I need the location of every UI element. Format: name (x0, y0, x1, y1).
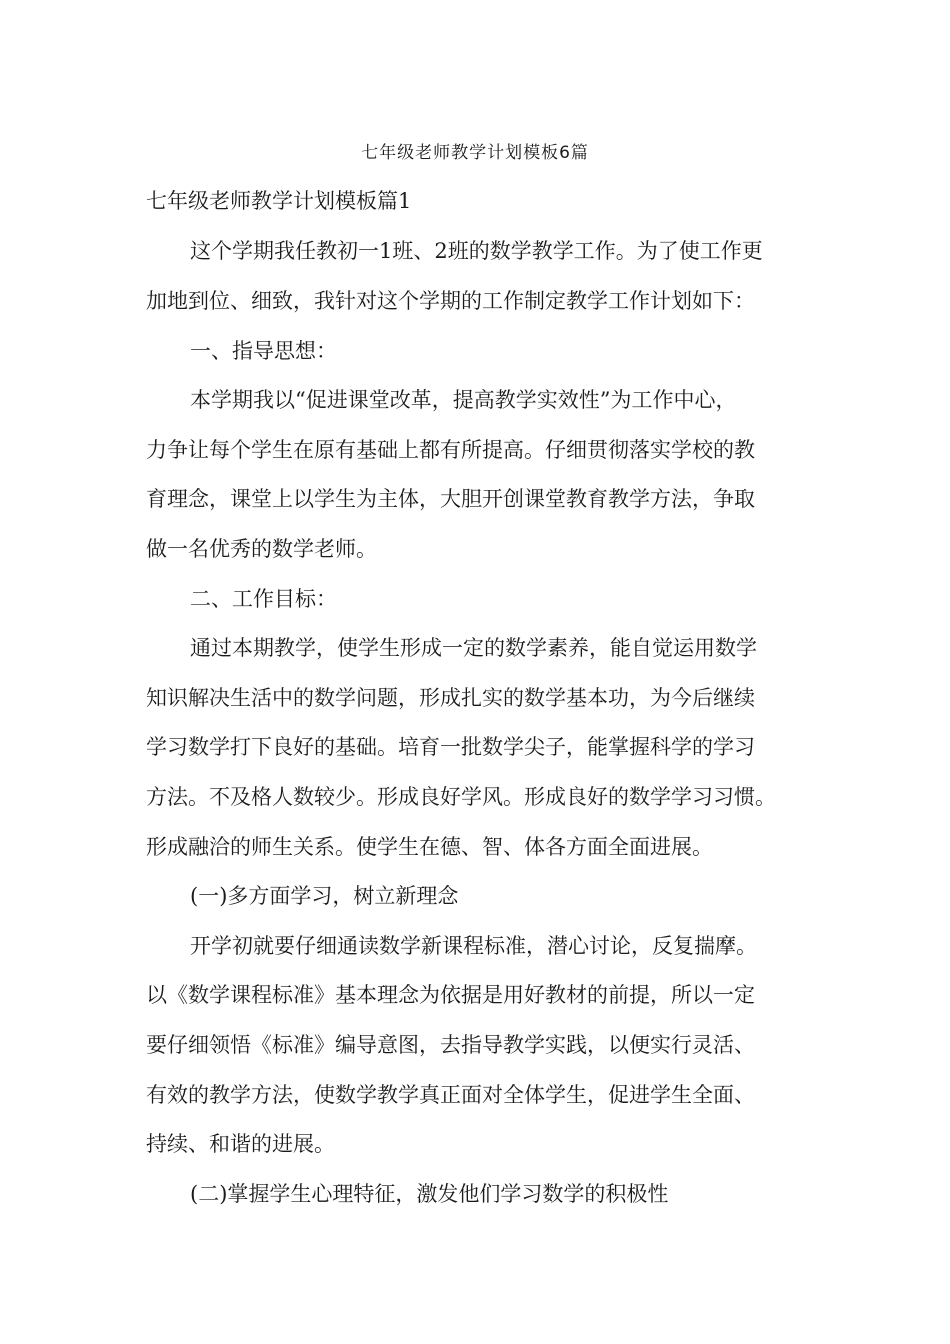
paragraph-line: 通过本期教学，使学生形成一定的数学素养，能自觉运用数学 (190, 636, 757, 660)
section-heading: 一、指导思想： (190, 339, 337, 363)
paragraph-line: 持续、和谐的进展。 (146, 1132, 335, 1156)
paragraph-line: 形成融洽的师生关系。使学生在德、智、体各方面全面进展。 (146, 835, 713, 859)
paragraph-line: 本学期我以“促进课堂改革，提高教学实效性”为工作中心， (190, 388, 737, 412)
paragraph-line: 这个学期我任教初一1班、2班的数学教学工作。为了使工作更 (190, 239, 763, 263)
paragraph-line: 方法。不及格人数较少。形成良好学风。形成良好的数学学习习惯。 (146, 785, 776, 809)
paragraph-line: 育理念，课堂上以学生为主体，大胆开创课堂教育教学方法，争取 (146, 487, 755, 511)
paragraph-line: 要仔细领悟《标准》编导意图，去指导教学实践，以便实行灵活、 (146, 1033, 755, 1057)
paragraph-line: 做一名优秀的数学老师。 (146, 537, 377, 561)
subsection-heading: (一)多方面学习，树立新理念 (190, 884, 459, 908)
paragraph-line: 知识解决生活中的数学问题，形成扎实的数学基本功，为今后继续 (146, 686, 755, 710)
paragraph-line: 有效的教学方法，使数学教学真正面对全体学生，促进学生全面、 (146, 1083, 755, 1107)
paragraph-line: 以《数学课程标准》基本理念为依据是用好教材的前提，所以一定 (146, 983, 755, 1007)
document-title: 七年级老师教学计划模板6篇 (361, 143, 589, 163)
paragraph-line: 学习数学打下良好的基础。培育一批数学尖子，能掌握科学的学习 (146, 735, 755, 759)
paragraph-line: 力争让每个学生在原有基础上都有所提高。仔细贯彻落实学校的教 (146, 438, 755, 462)
paragraph-line: 开学初就要仔细通读数学新课程标准，潜心讨论，反复揣摩。 (190, 934, 757, 958)
paragraph-line: 加地到位、细致，我针对这个学期的工作制定教学工作计划如下： (146, 289, 755, 313)
section-heading: 二、工作目标： (190, 587, 337, 611)
section-heading: 七年级老师教学计划模板篇1 (146, 189, 412, 213)
subsection-heading: (二)掌握学生心理特征，激发他们学习数学的积极性 (190, 1182, 669, 1206)
